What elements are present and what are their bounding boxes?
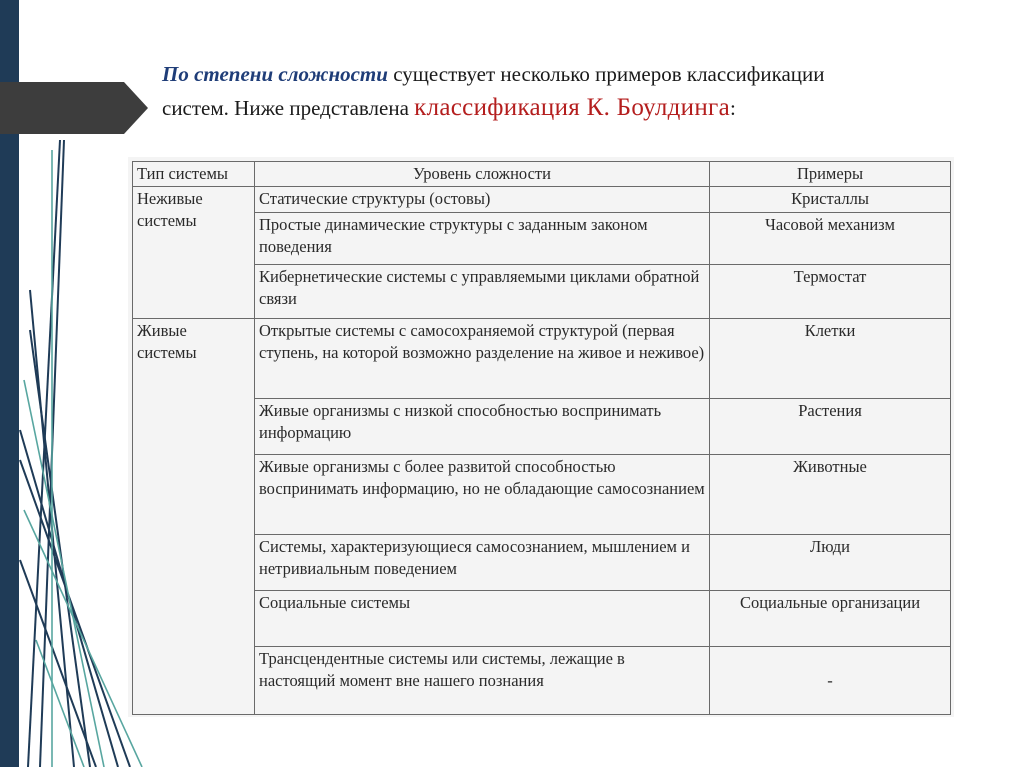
header-level: Уровень сложности [255,162,710,187]
example-cell: Термостат [710,265,951,319]
table-row [133,591,951,647]
classification-table [132,161,951,715]
table-row [133,455,951,535]
intro-text-2: систем. Ниже представлена [162,96,415,120]
level-cell: Кибернетические системы с управляемыми циклами обратной связи [255,265,710,319]
table-row [133,399,951,455]
table-row [133,319,951,399]
example-cell: Животные [710,455,951,535]
level-cell: Живые организмы с более развитой способностью воспринимать информацию, но не обладающие самосознанием [255,455,710,535]
intro-colon: : [730,96,736,120]
intro-text-1: существует несколько примеров классификации [387,62,825,86]
example-cell: Клетки [710,319,951,399]
example-cell: - [710,647,951,715]
arrow-tab-decoration [0,82,148,134]
header-examples: Примеры [710,162,951,187]
example-cell: Кристаллы [710,187,951,213]
table-header-row [133,162,951,187]
level-cell: Живые организмы с низкой способностью воспринимать информацию [255,399,710,455]
table-row [133,647,951,715]
level-cell: Статические структуры (остовы) [255,187,710,213]
example-cell: Растения [710,399,951,455]
table-row [133,213,951,265]
level-cell: Простые динамические структуры с заданным законом поведения [255,213,710,265]
type-cell-living: Живые системы [133,319,255,715]
intro-emphasis: По степени сложности [162,62,388,86]
intro-highlight: классификация К. Боулдинга [414,94,730,121]
level-cell: Открытые системы с самосохраняемой структурой (первая ступень, на которой возможно разделение на живое и неживое) [255,319,710,399]
example-cell: Социальные организации [710,591,951,647]
level-cell: Системы, характеризующиеся самосознанием, мышлением и нетривиальным поведением [255,535,710,591]
table-row [133,187,951,213]
table-row [133,265,951,319]
level-cell: Социальные системы [255,591,710,647]
example-cell: Часовой механизм [710,213,951,265]
type-cell-nonliving: Неживые системы [133,187,255,319]
level-cell: Трансцендентные системы или системы, лежащие в настоящий момент вне нашего познания [255,647,710,715]
table-image-frame [128,157,954,717]
example-cell: Люди [710,535,951,591]
header-type: Тип системы [133,162,255,187]
table-row [133,535,951,591]
intro-text [162,58,982,125]
